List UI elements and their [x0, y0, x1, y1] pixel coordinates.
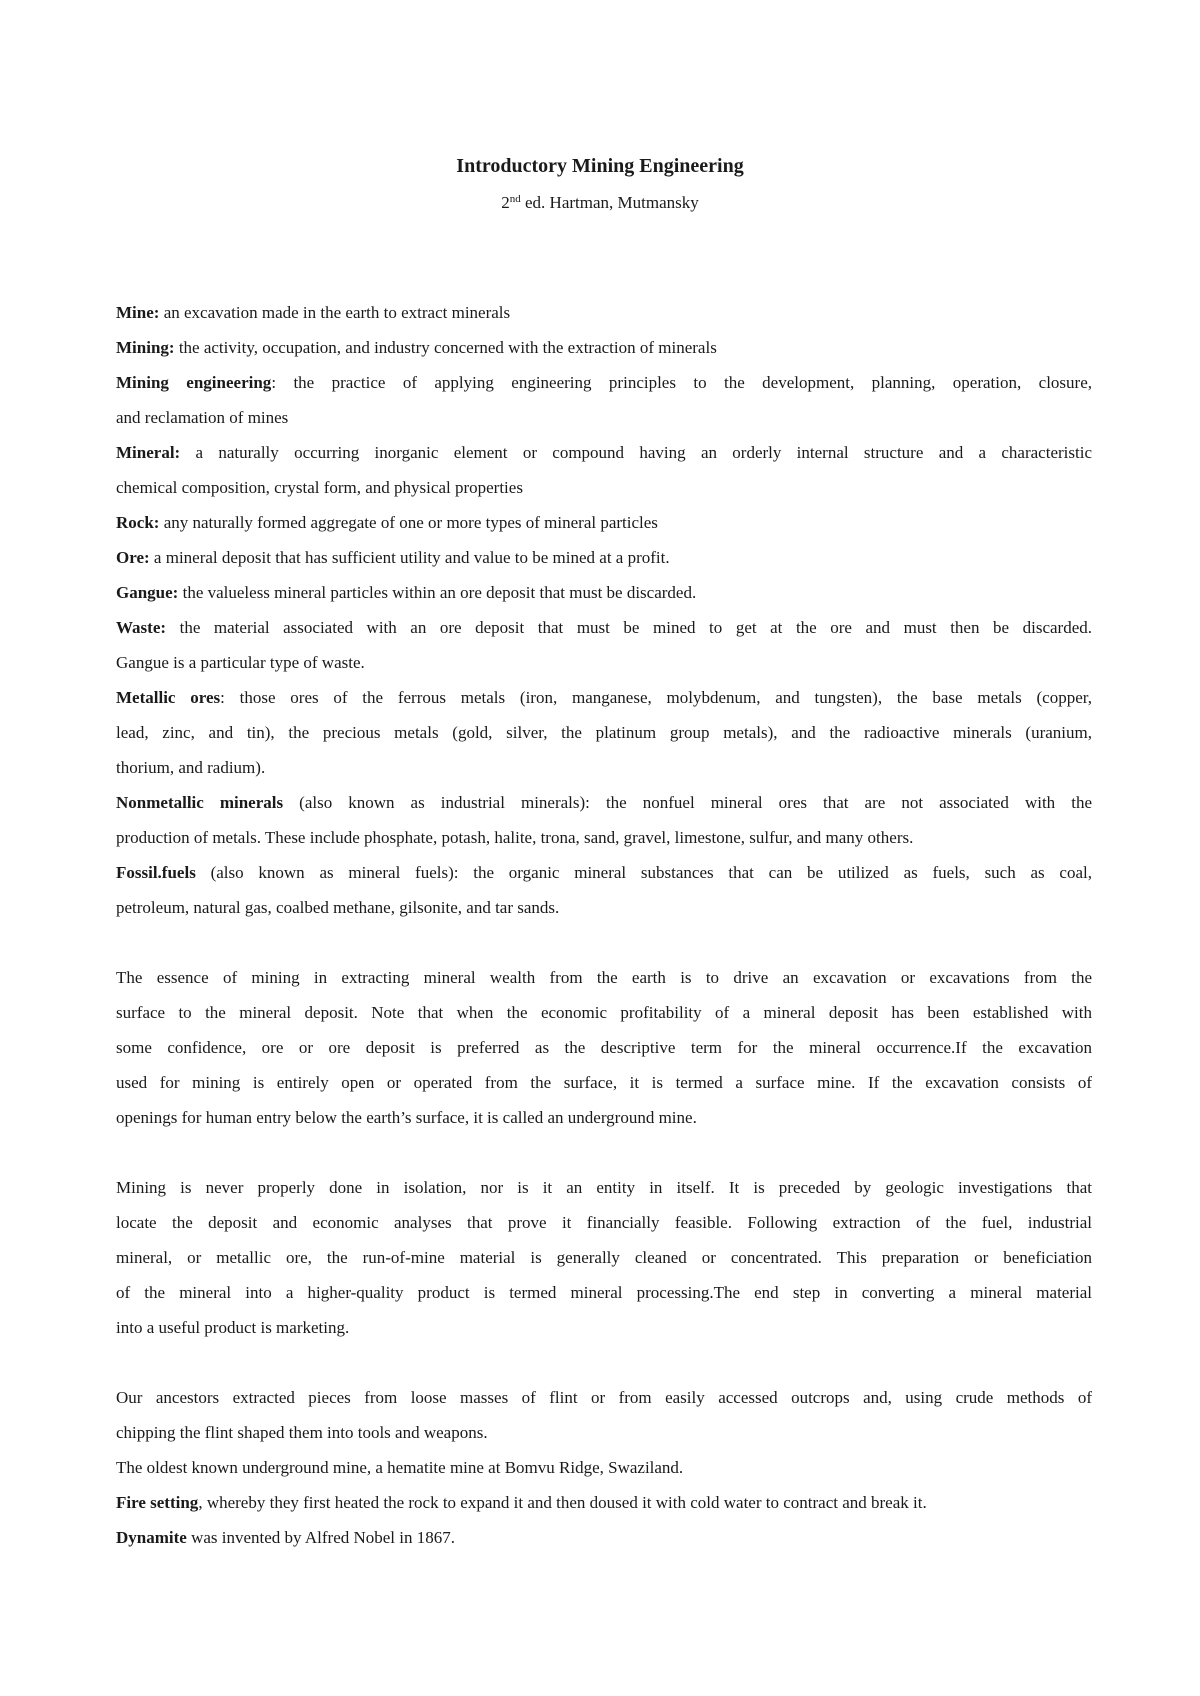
text-line [116, 680, 1092, 715]
text-line [116, 1485, 1092, 1520]
line-text: the material associated with an ore deposit that must be mined to get at the ore and must then be discarded. [166, 618, 1092, 637]
defined-term: Mine: [116, 303, 160, 322]
defined-term: Mineral: [116, 443, 181, 462]
text-line [116, 400, 1092, 435]
text-line [116, 1100, 1092, 1135]
authors: ed. Hartman, Mutmansky [520, 193, 699, 212]
line-text: chipping the flint shaped them into tools and weapons. [116, 1423, 488, 1442]
line-text: used for mining is entirely open or operated from the surface, it is termed a surface mine. If the excavation consists of [116, 1073, 1092, 1092]
text-line [116, 645, 1092, 680]
text-line [116, 330, 1092, 365]
text-line [116, 575, 1092, 610]
defined-term: Mining engineering [116, 373, 272, 392]
line-text: the activity, occupation, and industry concerned with the extraction of minerals [174, 338, 717, 357]
paragraph-break [116, 1345, 1092, 1380]
text-line [116, 470, 1092, 505]
text-line [116, 960, 1092, 995]
line-text: : those ores of the ferrous metals (iron, manganese, molybdenum, and tungsten), the base metals (copper, [220, 688, 1092, 707]
line-text: chemical composition, crystal form, and physical properties [116, 478, 523, 497]
line-text: openings for human entry below the earth’s surface, it is called an underground mine. [116, 1108, 697, 1127]
line-text: thorium, and radium). [116, 758, 266, 777]
text-line [116, 1520, 1092, 1555]
text-line [116, 610, 1092, 645]
line-text: surface to the mineral deposit. Note that when the economic profitability of a mineral deposit has been established with [116, 1003, 1092, 1022]
defined-term: Mining: [116, 338, 175, 357]
document-body [116, 295, 1092, 1555]
line-text: a mineral deposit that has sufficient utility and value to be mined at a profit. [149, 548, 670, 567]
text-line [116, 750, 1092, 785]
line-text: production of metals. These include phosphate, potash, halite, trona, sand, gravel, limestone, sulfur, and many others. [116, 828, 914, 847]
text-line [116, 1380, 1092, 1415]
line-text: The essence of mining in extracting mineral wealth from the earth is to drive an excavation or excavations from the [116, 968, 1092, 987]
line-text: (also known as industrial minerals): the nonfuel mineral ores that are not associated with the [283, 793, 1092, 812]
text-line [116, 295, 1092, 330]
text-line [116, 995, 1092, 1030]
line-text: an excavation made in the earth to extract minerals [159, 303, 511, 322]
paragraph-break [116, 1135, 1092, 1170]
line-text: a naturally occurring inorganic element or compound having an orderly internal structure and a characteristic [180, 443, 1092, 462]
line-text: Mining is never properly done in isolation, nor is it an entity in itself. It is preceded by geologic investigations that [116, 1178, 1092, 1197]
defined-term: Gangue: [116, 583, 179, 602]
text-line [116, 1240, 1092, 1275]
line-text: mineral, or metallic ore, the run-of-mine material is generally cleaned or concentrated. This preparation or beneficiation [116, 1248, 1092, 1267]
defined-term: Ore: [116, 548, 150, 567]
text-line [116, 1205, 1092, 1240]
line-text: Gangue is a particular type of waste. [116, 653, 365, 672]
text-line [116, 820, 1092, 855]
edition-number: 2 [501, 193, 510, 212]
text-line [116, 1275, 1092, 1310]
line-text: petroleum, natural gas, coalbed methane, gilsonite, and tar sands. [116, 898, 560, 917]
text-line [116, 785, 1092, 820]
defined-term: Rock: [116, 513, 160, 532]
line-text: into a useful product is marketing. [116, 1318, 350, 1337]
text-line [116, 1065, 1092, 1100]
defined-term: Metallic ores [116, 688, 221, 707]
text-line [116, 540, 1092, 575]
text-line [116, 505, 1092, 540]
text-line [116, 1170, 1092, 1205]
line-text: The oldest known underground mine, a hematite mine at Bomvu Ridge, Swaziland. [116, 1458, 684, 1477]
text-line [116, 1310, 1092, 1345]
text-line [116, 1030, 1092, 1065]
paragraph-break [116, 925, 1092, 960]
line-text: , whereby they first heated the rock to expand it and then doused it with cold water to contract and break it. [198, 1493, 927, 1512]
text-line [116, 365, 1092, 400]
line-text: the valueless mineral particles within an ore deposit that must be discarded. [178, 583, 697, 602]
line-text: lead, zinc, and tin), the precious metals (gold, silver, the platinum group metals), and the radioactive minerals (uranium, [116, 723, 1092, 742]
line-text: was invented by Alfred Nobel in 1867. [186, 1528, 456, 1547]
text-line [116, 855, 1092, 890]
defined-term: Fossil.fuels [116, 863, 196, 882]
document-subtitle [0, 190, 1200, 216]
line-text: and reclamation of mines [116, 408, 289, 427]
line-text: Our ancestors extracted pieces from loose masses of flint or from easily accessed outcrops and, using crude methods of [116, 1388, 1092, 1407]
text-line [116, 715, 1092, 750]
line-text: of the mineral into a higher-quality product is termed mineral processing.The end step in converting a mineral material [116, 1283, 1092, 1302]
line-text: any naturally formed aggregate of one or more types of mineral particles [159, 513, 658, 532]
text-line [116, 890, 1092, 925]
defined-term: Dynamite [116, 1528, 187, 1547]
line-text: some confidence, ore or ore deposit is preferred as the descriptive term for the mineral occurrence.If the excavation [116, 1038, 1092, 1057]
line-text: locate the deposit and economic analyses that prove it financially feasible. Following extraction of the fuel, industrial [116, 1213, 1092, 1232]
text-line [116, 1415, 1092, 1450]
line-text: : the practice of applying engineering principles to the development, planning, operation, closure, [271, 373, 1092, 392]
defined-term: Fire setting [116, 1493, 199, 1512]
line-text: (also known as mineral fuels): the organic mineral substances that can be utilized as fuels, such as coal, [195, 863, 1092, 882]
defined-term: Waste: [116, 618, 167, 637]
document-title: Introductory Mining Engineering [456, 155, 744, 177]
text-line [116, 1450, 1092, 1485]
defined-term: Nonmetallic minerals [116, 793, 284, 812]
edition-suffix: nd [509, 193, 521, 205]
text-line [116, 435, 1092, 470]
